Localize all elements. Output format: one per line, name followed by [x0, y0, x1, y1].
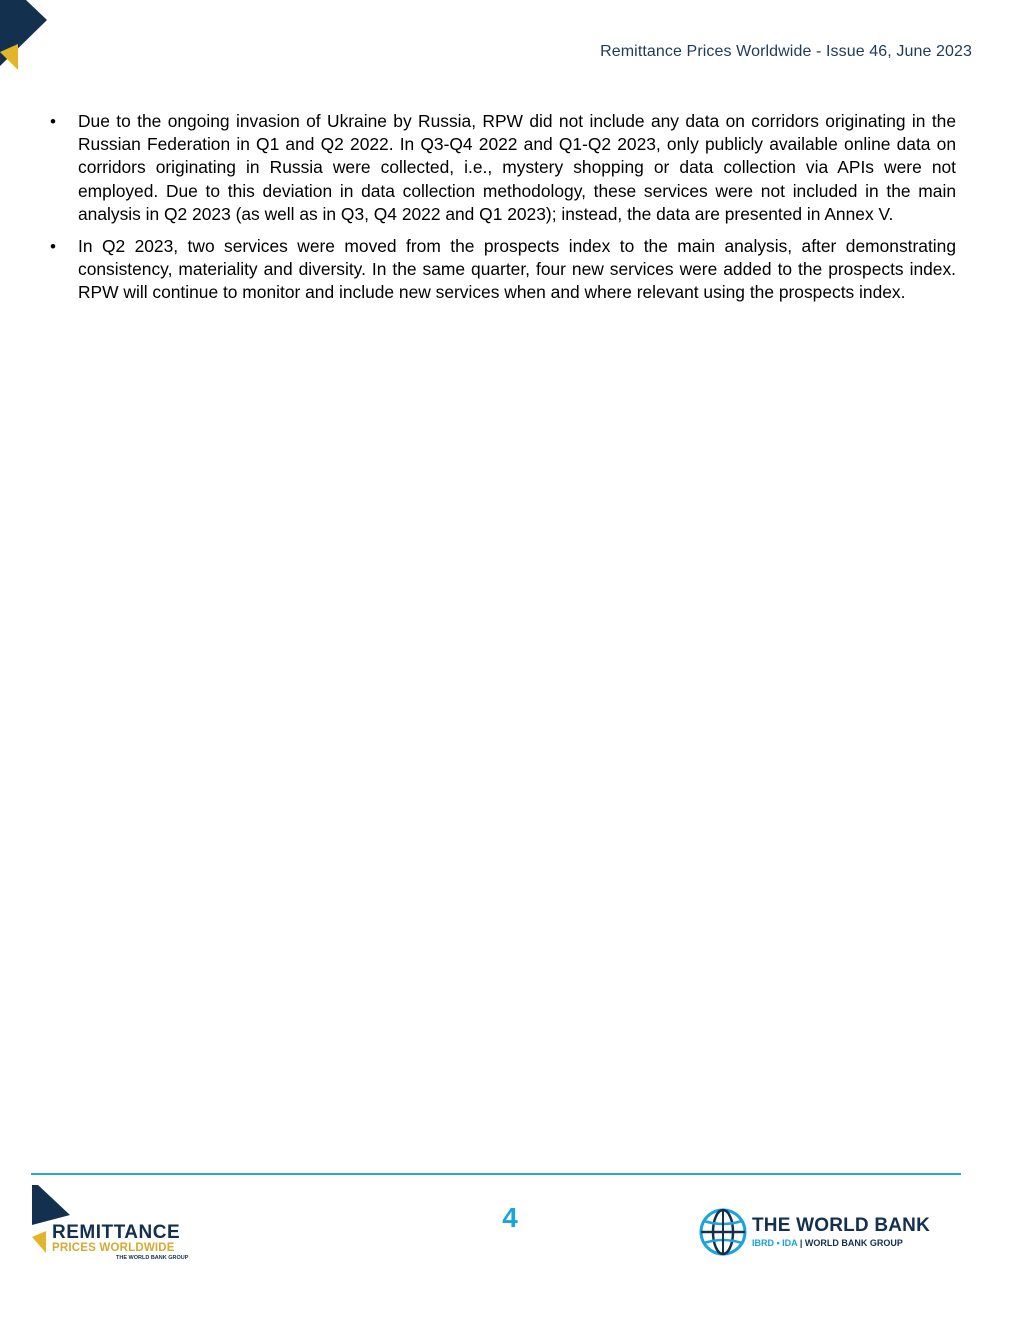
bullet-text: Due to the ongoing invasion of Ukraine by Russia, RPW did not include any data on corridors originating in the Russian Federation in Q1 and Q2 2022. In Q3-Q4 2022 and Q1-Q2 2023, only publicly available online data on corridors originating in Russia were collected, i.e., mystery shopping or data collection via APIs were not employed. Due to this deviation in data collection methodology, these services were not included in the main analysis in Q2 2023 (as well as in Q3, Q4 2022 and Q1 2023); instead, the data are presented in Annex V. [78, 111, 956, 224]
wb-sub-separator: | [799, 1238, 805, 1248]
bullet-text: In Q2 2023, two services were moved from the prospects index to the main analysis, after demonstrating consistency, materiality and diversity. In the same quarter, four new services were added to the prospects index. RPW will continue to monitor and include new services when and where relevant using the prospects index. [78, 236, 956, 303]
bullet-marker: • [50, 237, 56, 257]
world-bank-title: THE WORLD BANK [752, 1215, 931, 1236]
rpw-logo-line1: REMITTANCE [52, 1222, 181, 1243]
header-title: Remittance Prices Worldwide - Issue 46, June 2023 [600, 43, 972, 60]
bullet-item [46, 110, 956, 226]
globe-icon [698, 1207, 748, 1257]
wb-sub-group: WORLD BANK GROUP [804, 1238, 903, 1248]
wb-sub-ibrd-ida: IBRD • IDA [752, 1238, 798, 1248]
bullet-marker: • [50, 112, 56, 131]
rpw-logo-line3: THE WORLD BANK GROUP [116, 1255, 189, 1261]
page-number: 4 [502, 1202, 518, 1233]
corner-decoration [0, 0, 60, 80]
world-bank-subtitle [752, 1238, 903, 1248]
bullet-list [46, 110, 956, 314]
world-bank-logo [698, 1207, 948, 1259]
footer-rule [31, 1173, 961, 1175]
bullet-item [46, 235, 956, 305]
rpw-logo-line2: PRICES WORLDWIDE [52, 1242, 175, 1254]
